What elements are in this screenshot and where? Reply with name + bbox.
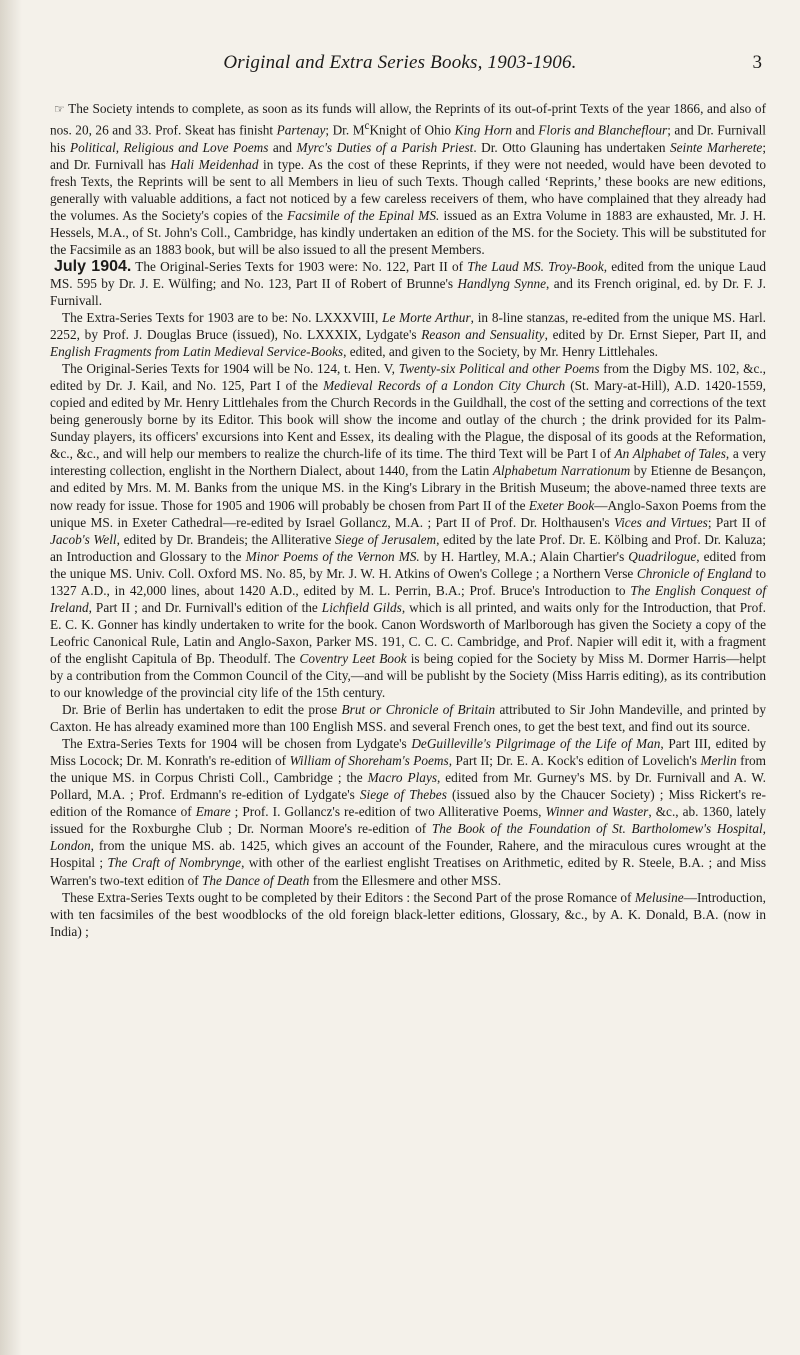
text-run: , a very interesting collection, englisht in the Northern Dialect, about 1440, from the Latin <box>50 446 766 479</box>
text-run: from the unique MS. in Corpus Christi Coll., Cambridge ; the <box>50 753 766 786</box>
text-run: , which is all printed, and waits only for the Introduction, that Prof. E. C. K. Gonner has kindly undertaken to write for the book. Canon Wordsworth of Marlborough has given the Society a copy of the Leofric Canonical Rule, Latin and Anglo-Saxon, Parker MS. 191, C. C. C. Cambridge, and Prof. Napier will edit it, with a fragment of the englisht Capitula of Bp. Theodulf. The <box>50 599 766 666</box>
book-title: Medieval Records of a London City Church <box>323 378 566 394</box>
text-run: These Extra-Series Texts ought to be completed by their Editors : the Second Part of the prose Romance of <box>61 889 635 905</box>
book-title: King Horn <box>454 122 513 138</box>
book-title: Quadrilogue <box>628 548 697 564</box>
page-number: 3 <box>752 52 762 73</box>
text-run: Dr. Brie of Berlin has undertaken to edit the prose <box>61 702 342 718</box>
book-title: Myrc's Duties of a Parish Priest <box>296 139 474 155</box>
text-run: from the Ellesmere and other MSS. <box>309 872 502 888</box>
book-title: Hali Meidenhad <box>170 156 259 172</box>
book-title: The English Conquest of Ireland <box>50 582 767 615</box>
text-run: , edited by Dr. Ernst Sieper, Part II, and <box>544 327 766 343</box>
book-title: Floris and Blancheflour <box>538 122 668 138</box>
book-title: Handlyng Synne <box>457 275 547 291</box>
book-title: Facsimile of the Epinal MS. <box>287 207 440 223</box>
text-run: , from the unique MS. ab. 1425, which gives an account of the Founder, Rahere, and the miraculous cures wrought at the Hospital ; <box>50 838 766 871</box>
text-body <box>50 100 766 940</box>
book-title: Brut or Chronicle of Britain <box>341 702 496 718</box>
text-run: The Extra-Series Texts for 1904 will be chosen from Lydgate's <box>61 736 412 752</box>
spine-shadow <box>0 0 22 1355</box>
text-run: (issued also by the Chaucer Society) ; Miss Rickert's re-edition of the Romance of <box>50 787 766 820</box>
book-title: Exeter Book <box>528 497 595 513</box>
text-run: , with other of the earliest englisht Treatises on Arithmetic, edited by R. Steele, B.A. ; and Miss Warren's two-text edition of <box>50 855 767 888</box>
text-run: from the Digby MS. 102, &c., edited by Dr. J. Kail, and No. 125, Part I of the <box>50 361 766 394</box>
text-run: , edited, and given to the Society, by Mr. Henry Littlehales. <box>343 344 658 360</box>
book-title: English Fragments from Latin Medieval Service-Books <box>50 344 344 360</box>
book-title: Vices and Virtues <box>613 514 708 530</box>
text-run: , edited by the late Prof. Dr. E. Kölbing and Prof. Dr. Kaluza; an Introduction and Glossary to the <box>50 531 766 564</box>
book-title: Reason and Sensuality <box>421 327 545 343</box>
book-title: Lichfield Gilds <box>321 599 402 615</box>
text-run: ; Part II of <box>707 514 766 530</box>
text-run: , Part II; Dr. E. A. Kock's edition of Lovelich's <box>448 753 701 769</box>
text-run: ; Prof. I. Gollancz's re-edition of two Alliterative Poems, <box>230 804 546 820</box>
superscript: c <box>364 120 370 133</box>
book-title: Minor Poems of the Vernon MS. <box>245 548 420 564</box>
book-title: William of Shoreham's Poems <box>289 753 449 769</box>
book-title: The Craft of Nombrynge <box>107 855 242 871</box>
book-title: An Alphabet of Tales <box>614 446 726 462</box>
text-run: , edited by Dr. Brandeis; the Alliterative <box>116 531 336 547</box>
paragraph-july-1904 <box>50 258 766 309</box>
book-title: Seinte Marherete <box>669 139 763 155</box>
book-title: Macro Plays <box>367 770 438 786</box>
book-title: Siege of Jerusalem <box>335 531 437 547</box>
text-run: (St. Mary-at-Hill), A.D. 1420-1559, copied and edited by Mr. Henry Littlehales from the Church Records in the Guildhall, the cost of the setting and corrections of the text being generously borne by its Editor. This book will show the income and outlay of the church ; the drink provided for its Palm-Sunday players, its officers' excursions into Kent and Essex, its dealing with the Plague, the disposal of its goods at the Reformation, &c., &c., and will help our members to realize the church-life of its time. The third Text will be Part I of <box>50 378 766 462</box>
text-run: , Part II ; and Dr. Furnivall's edition of the <box>88 599 322 615</box>
book-title: Le Morte Arthur <box>382 309 471 325</box>
book-title: Melusine <box>634 889 684 905</box>
text-run: . Dr. Otto Glauning has undertaken <box>473 139 670 155</box>
running-head: Original and Extra Series Books, 1903-1906. <box>223 52 577 73</box>
text-run: by H. Hartley, M.A.; Alain Chartier's <box>419 548 629 564</box>
book-title: The Laud MS. Troy-Book <box>467 258 604 274</box>
paragraph-extra-series-1904 <box>50 735 766 888</box>
text-run: , and its French original, ed. by Dr. F. J. Furnivall. <box>50 275 766 308</box>
text-run: is being copied for the Society by Miss M. Dormer Harris—helpt by a contribution from the Common Council of the City,—and will be publisht by the Society (Miss Harris editing), as its contribution to our knowledge of the provincial city life of the 15th century. <box>50 650 766 701</box>
text-run: ; and Dr. Furnivall his <box>50 122 766 155</box>
paragraph-reprints <box>50 100 766 258</box>
text-run: —Introduction, with ten facsimiles of the best woodblocks of the old foreign black-letter editions, Glossary, &c., by A. K. Donald, B.A. (now in India) ; <box>50 889 766 939</box>
book-title: The Book of the Foundation of St. Bartholomew's Hospital, London <box>50 821 766 854</box>
text-run: , Part III, edited by Miss Locock; Dr. M. Konrath's re-edition of <box>50 736 766 769</box>
text-run: , edited from the unique Laud MS. 595 by Dr. J. E. Wülfing; and No. 123, Part II of Robert of Brunne's <box>50 258 767 291</box>
text-run: The Original-Series Texts for 1904 will be No. 124, t. Hen. V, <box>61 361 399 377</box>
book-title: Emare <box>195 804 231 820</box>
page-header <box>0 52 800 74</box>
text-run: and <box>268 139 297 155</box>
text-run: The Society intends to complete, as soon as its funds will allow, the Reprints of its out-of-print Texts of the year 1866, and also of nos. 20, 26 and 33. Prof. Skeat has finisht <box>50 101 766 138</box>
text-run: to 1327 A.D., in 42,000 lines, about 1420 A.D., edited by M. L. Perrin, B.A.; Prof. Bruce's Introduction to <box>50 565 766 598</box>
text-run: , edited from the unique MS. Univ. Coll. Oxford MS. No. 85, by Mr. J. W. H. Atkins of Owen's College ; a Northern Verse <box>50 548 766 581</box>
book-title: Alphabetum Narrationum <box>492 463 631 479</box>
paragraph-original-series-1904 <box>50 360 766 701</box>
paragraph-brut <box>50 701 766 735</box>
text-run: by Etienne de Besançon, and edited by Mrs. M. M. Banks from the unique MS. in the King's Library in the British Museum; the above-named three texts are now ready for issue. Those for 1905 and 1906 will probably be chosen from Part II of the <box>50 463 766 513</box>
text-run: The Extra-Series Texts for 1903 are to be: No. LXXXVIII, <box>61 309 383 325</box>
text-run: ; and Dr. Furnivall has <box>50 139 767 172</box>
date-heading: July 1904. <box>53 257 132 275</box>
text-run: in type. As the cost of these Reprints, if they were not needed, would have been devoted to fresh Texts, the Reprints will be sent to all Members in lieu of such Texts. Though called ‘Reprints,’ these books are new editions, generally with valuable additions, a fact not noticed by a few careless receivers of them, who have complained that they already had the volumes. As the Society's copies of the <box>50 156 766 223</box>
book-title: Jacob's Well <box>50 531 117 547</box>
text-run: , edited from Mr. Gurney's MS. by Dr. Furnivall and A. W. Pollard, M.A. ; Prof. Erdmann's re-edition of Lydgate's <box>50 770 766 803</box>
book-title: Partenay <box>276 122 326 138</box>
book-title: Twenty-six Political and other Poems <box>398 361 600 377</box>
book-title: Merlin <box>700 753 737 769</box>
text-run: —Anglo-Saxon Poems from the unique MS. in Exeter Cathedral—re-edited by Israel Gollancz, M.A. ; Part II of Prof. Dr. Holthausen's <box>50 497 766 530</box>
paragraph-extra-series-completion <box>50 889 766 940</box>
text-run: The Original-Series Texts for 1903 were: No. 122, Part II of <box>131 258 468 274</box>
text-run: Knight of Ohio <box>369 122 455 138</box>
book-title: Coventry Leet Book <box>299 650 407 666</box>
book-title: Chronicle of England <box>636 565 753 581</box>
book-title: The Dance of Death <box>201 872 310 888</box>
book-title: Political, Religious and Love Poems <box>69 139 269 155</box>
text-run: , in 8-line stanzas, re-edited from the unique MS. Harl. 2252, by Prof. J. Douglas Bruce (issued), No. LXXXIX, Lydgate's <box>50 309 767 343</box>
text-run: attributed to Sir John Mandeville, and printed by Caxton. He has already examined more than 100 English MSS. and several French ones, to get the best text, and find out its source. <box>50 702 766 735</box>
book-title: Siege of Thebes <box>359 787 447 803</box>
text-run: ; Dr. M <box>325 122 365 138</box>
book-title: DeGuilleville's Pilgrimage of the Life of Man <box>411 736 661 752</box>
book-title: Winner and Waster <box>545 804 649 820</box>
text-run: and <box>512 122 539 138</box>
text-run: issued as an Extra Volume in 1883 are exhausted, Mr. J. H. Hessels, M.A., of St. John's Coll., Cambridge, has kindly undertaken an edition of the MS. for the Society. This will be substituted for the Facsimile as an 1883 book, but will be also issued to all the present Members. <box>50 207 766 257</box>
pointing-hand-icon: ☞ <box>53 102 65 116</box>
text-run: , &c., ab. 1360, lately issued for the Roxburghe Club ; Dr. Norman Moore's re-edition of <box>50 804 766 837</box>
paragraph-extra-series-1903 <box>50 309 766 360</box>
